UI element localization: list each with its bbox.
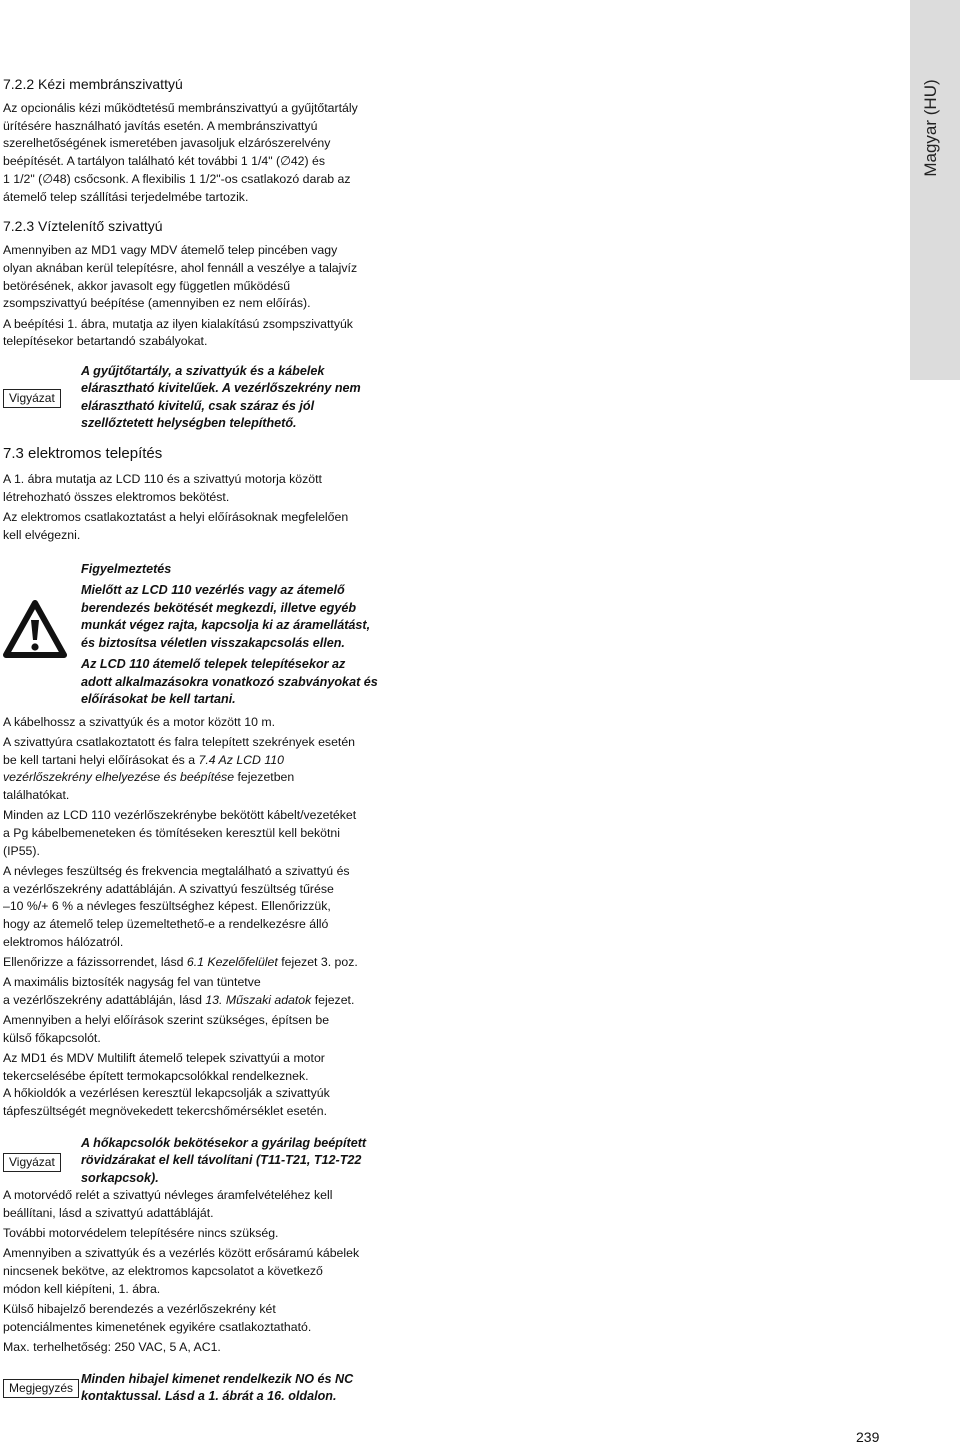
caution-notice-1: [3, 363, 423, 433]
paragraph-motor-relay: A motorvédő relét a szivattyú névleges áramfelvételéhez kell beállítani, lásd a szivattyú adattábláját.: [3, 1188, 333, 1220]
paragraph-7-2-2: Az opcionális kézi működtetésű membránszivattyú a gyűjtőtartály ürítésére használható javítás esetén. A membránszivattyú szerelhetőségének ismeretében javasoljuk elzárószerelvény beépítését. A tartályon található két további 1 1/4" (∅42) és 1 1/2" (∅48) csőcsonk. A flexibilis 1 1/2"-os csatlakozó darab az átemelő telep szállítási terjedelmébe tartozik.: [3, 101, 358, 204]
paragraph-7-2-3-a: Amennyiben az MD1 vagy MDV átemelő telep pincében vagy olyan aknában kerül telepítésre, ahol fennáll a veszélye a talajvíz betörésének, akkor javasolt egy független működésű zsompszivattyú beépítése (amennyiben ez nem előírás).: [3, 243, 358, 311]
paragraph-wall-cabinets: A szivattyúra csatlakoztatott és falra telepített szekrények esetén be kell tartani helyi előírásokat és a 7.4 Az LCD 110 vezérlőszekrény elhelyezése és beépítése fejezetben találhatókat.: [3, 734, 356, 803]
heading-7-2-2: 7.2.2 Kézi membránszivattyú: [3, 76, 183, 92]
paragraph-power-cables: Amennyiben a szivattyúk és a vezérlés között erősáramú kábelek nincsenek bekötve, az elektromos kapcsolatot a következő módon kell kiépíteni, 1. ábra.: [3, 1246, 360, 1296]
caution-label: Vigyázat: [3, 1153, 61, 1172]
paragraph-cable-entries: Minden az LCD 110 vezérlőszekrénybe bekötött kábelt/vezetéket a Pg kábelbemeneteken és tömítéseken keresztül kell bekötni (IP55).: [3, 808, 357, 858]
language-side-tab: [910, 0, 960, 380]
paragraph-main-switch: Amennyiben a helyi előírások szerint szükséges, építsen be külső főkapcsolót.: [3, 1013, 330, 1045]
heading-7-3: 7.3 elektromos telepítés: [3, 444, 163, 462]
warning-triangle-icon: [3, 600, 67, 663]
paragraph-7-2-3-b: A beépítési 1. ábra, mutatja az ilyen kialakítású zsompszivattyúk telepítésekor betartandó szabályokat.: [3, 316, 353, 349]
paragraph-external-alarm: Külső hibajelző berendezés a vezérlőszekrény két potenciálmentes kimenetének egyikére csatlakoztatható.: [3, 1301, 312, 1334]
caution-text: A gyűjtőtartály, a szivattyúk és a kábelek elárasztható kivitelűek. A vezérlőszekrény nem elárasztható kivitelű, csak száraz és jól szellőztetett helységben telepíthető.: [81, 363, 361, 431]
paragraph-no-further-protection: További motorvédelem telepítésére nincs szükség.: [3, 1226, 279, 1241]
page-content: [3, 75, 423, 1406]
caution-notice-2: [3, 1135, 423, 1188]
paragraph-max-load: Max. terhelhetőség: 250 VAC, 5 A, AC1.: [3, 1339, 221, 1354]
warning-notice: [3, 562, 423, 709]
note-label: Megjegyzés: [3, 1379, 79, 1398]
paragraph-cable-length: A kábelhossz a szivattyúk és a motor között 10 m.: [3, 714, 276, 729]
language-tab-label: Magyar (HU): [921, 79, 940, 177]
caution-text: A hőkapcsolók bekötésekor a gyárilag beépített rövidzárakat el kell távolítani (T11-T21, T12-T22 sorkapcsok).: [81, 1135, 367, 1185]
caution-label: Vigyázat: [3, 389, 61, 408]
paragraph-phase-sequence: Ellenőrizze a fázissorrendet, lásd 6.1 Kezelőfelület fejezet 3. poz.: [3, 954, 358, 969]
heading-7-2-3: 7.2.3 Víztelenítő szivattyú: [3, 218, 163, 235]
page-number: 239: [856, 1429, 880, 1445]
warning-text-1: Mielőtt az LCD 110 vezérlés vagy az átemelő berendezés bekötését megkezdi, illetve egyéb munkát végez rajta, kapcsolja ki az áramellátást, és biztosítsa véletlen visszakapcsolás ellen.: [81, 583, 371, 650]
paragraph-fuse: A maximális biztosíték nagyság fel van tüntetve a vezérlőszekrény adattábláján, lásd 13. Műszaki adatok fejezet.: [3, 975, 355, 1007]
paragraph-7-3-b: Az elektromos csatlakoztatást a helyi előírásoknak megfelelően kell elvégezni.: [3, 509, 349, 542]
paragraph-voltage: A névleges feszültség és frekvencia megtalálható a szivattyú és a vezérlőszekrény adattábláján. A szivattyú feszültség tűrése –10 %/+ 6 % a névleges feszültséghez képest. Ellenőrizzük, hogy az átemelő telep üzemeltethető-e a rendelkezésre álló elektromos hálózatról.: [3, 863, 350, 949]
paragraph-7-3-a: A 1. ábra mutatja az LCD 110 és a szivattyú motorja között létrehozható összes elektromos bekötést.: [3, 471, 322, 504]
paragraph-thermal-switches: Az MD1 és MDV Multilift átemelő telepek szivattyúi a motor tekercselésébe épített termokapcsolókkal rendelkeznek. A hőkioldók a vezérlésen keresztül lekapcsolják a szivattyúk tápfeszültségét megnövekedett tekercshőmérséklet esetén.: [3, 1050, 330, 1119]
warning-title: Figyelmeztetés: [81, 562, 172, 577]
note-notice: [3, 1371, 423, 1406]
note-text: Minden hibajel kimenet rendelkezik NO és NC kontaktussal. Lásd a 1. ábrát a 16. oldalon.: [81, 1371, 354, 1404]
warning-text-2: Az LCD 110 átemelő telepek telepítésekor az adott alkalmazásokra vonatkozó szabványokat és előírásokat be kell tartani.: [81, 657, 378, 707]
